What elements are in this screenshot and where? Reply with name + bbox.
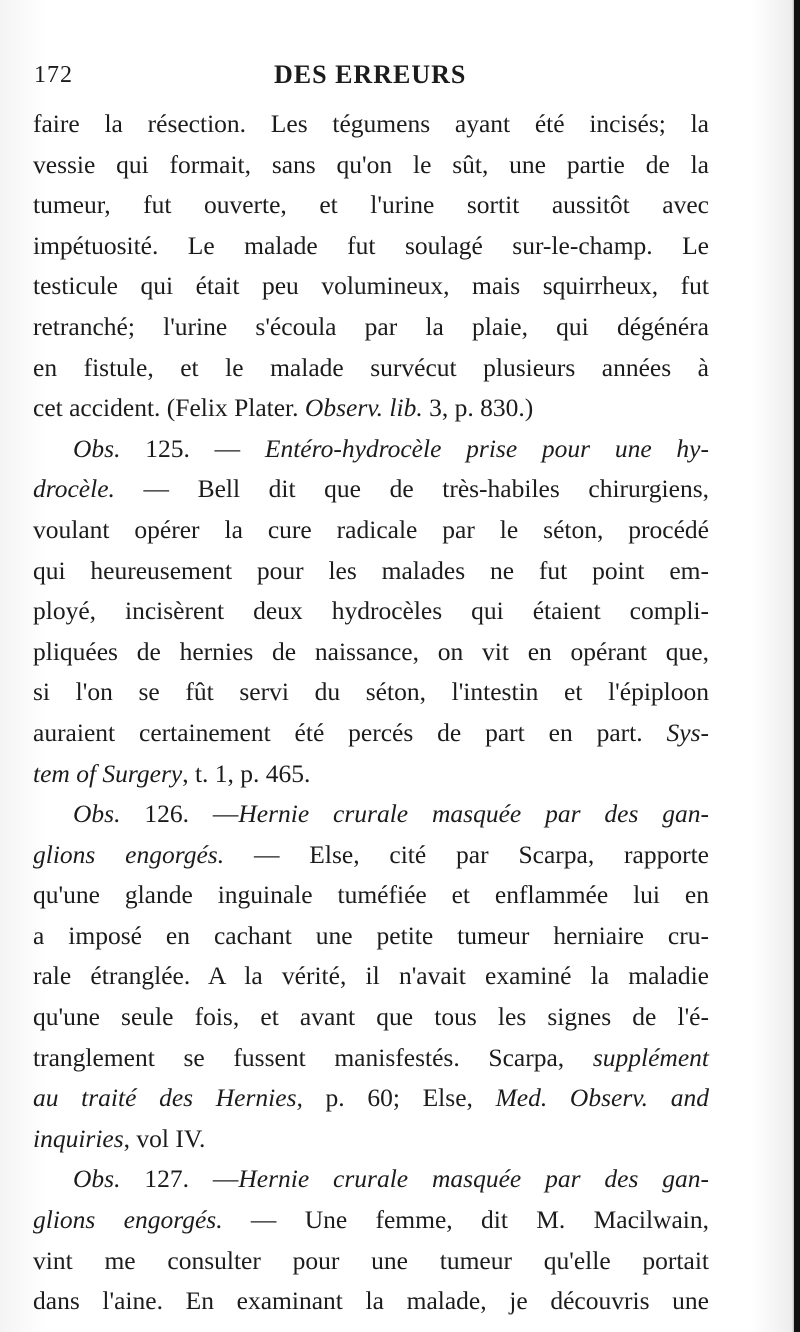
text-segment: tumeur, fut ouverte, et l'urine sortit aussitôt avec bbox=[33, 190, 709, 220]
italic-text: Sys- bbox=[666, 717, 709, 747]
italic-text: glions engorgés. bbox=[33, 839, 225, 869]
text-segment: en fistule, et le malade survécut plusieurs années à bbox=[33, 352, 709, 382]
italic-text: Hernie crurale masquée par des gan- bbox=[238, 799, 710, 829]
text-segment: cet accident. (Felix Plater. bbox=[33, 393, 305, 423]
text-line bbox=[33, 226, 709, 267]
text-segment: — Else, cité par Scarpa, rapporte bbox=[224, 839, 709, 869]
text-line bbox=[33, 672, 709, 713]
text-line bbox=[33, 916, 709, 957]
text-segment: vessie qui formait, sans qu'on le sût, une partie de la bbox=[33, 149, 709, 179]
italic-text: supplément bbox=[592, 1042, 709, 1072]
text-segment: tranglement se fussent manisfestés. Scarpa, bbox=[33, 1042, 593, 1072]
text-line bbox=[33, 1038, 709, 1079]
italic-text: Hernie crurale masquée par des gan- bbox=[238, 1164, 710, 1194]
text-line bbox=[33, 1281, 709, 1322]
text-line bbox=[33, 307, 709, 348]
text-line bbox=[33, 388, 709, 429]
text-segment: rale étranglée. A la vérité, il n'avait examiné la maladie bbox=[33, 961, 709, 991]
text-line bbox=[33, 145, 709, 186]
text-segment: a imposé en cachant une petite tumeur herniaire cru- bbox=[33, 920, 709, 950]
italic-text: Obs. bbox=[73, 433, 121, 463]
text-segment: testicule qui était peu volumineux, mais squirrheux, fut bbox=[33, 271, 709, 301]
text-segment: faire la résection. Les tégumens ayant été incisés; la bbox=[33, 109, 709, 138]
text-segment: impétuosité. Le malade fut soulagé sur-le-champ. Le bbox=[33, 230, 709, 260]
text-segment: voulant opérer la cure radicale par le séton, procédé bbox=[33, 514, 709, 544]
text-segment: pliquées de hernies de naissance, on vit en opérant que, bbox=[33, 636, 709, 666]
text-segment: — Bell dit que de très-habiles chirurgiens, bbox=[114, 474, 709, 504]
text-line bbox=[33, 1119, 709, 1160]
text-line bbox=[33, 185, 709, 226]
text-segment: vint me consulter pour une tumeur qu'elle portait bbox=[33, 1245, 709, 1275]
text-segment: 126. — bbox=[120, 799, 239, 829]
body-text bbox=[33, 104, 709, 1322]
text-segment: p. 60; Else, bbox=[302, 1083, 496, 1113]
text-line bbox=[33, 1200, 709, 1241]
text-line bbox=[33, 794, 709, 835]
italic-text: Obs. bbox=[73, 1164, 121, 1194]
text-line bbox=[33, 754, 709, 795]
text-segment: , t. 1, p. 465. bbox=[182, 758, 311, 788]
italic-text: drocèle. bbox=[33, 474, 115, 504]
text-line bbox=[33, 104, 709, 145]
italic-text: Observ. lib. bbox=[304, 393, 423, 423]
text-line bbox=[33, 835, 709, 876]
text-line bbox=[33, 1241, 709, 1282]
text-line bbox=[33, 632, 709, 673]
italic-text: glions engorgés. bbox=[33, 1205, 223, 1235]
text-line bbox=[33, 469, 709, 510]
running-title: DES ERREURS bbox=[274, 60, 467, 89]
text-line bbox=[33, 1159, 709, 1200]
text-line bbox=[33, 429, 709, 470]
text-segment: si l'on se fût servi du séton, l'intestin et l'épiploon bbox=[33, 677, 709, 707]
text-line bbox=[33, 713, 709, 754]
italic-text: au traité des Hernies, bbox=[33, 1083, 303, 1113]
page-header bbox=[34, 58, 714, 98]
page-number: 172 bbox=[34, 62, 73, 88]
text-line bbox=[33, 348, 709, 389]
text-line bbox=[33, 1078, 709, 1119]
text-segment: dans l'aine. En examinant la malade, je découvris une bbox=[33, 1286, 709, 1316]
text-segment: auraient certainement été percés de part en part. bbox=[33, 717, 667, 747]
text-segment: 3, p. 830.) bbox=[422, 393, 534, 423]
italic-text: Med. Observ. and bbox=[495, 1083, 709, 1113]
text-line bbox=[33, 510, 709, 551]
text-line bbox=[33, 997, 709, 1038]
text-segment: qu'une glande inguinale tuméfiée et enflammée lui en bbox=[33, 880, 709, 910]
text-line bbox=[33, 875, 709, 916]
text-segment: qu'une seule fois, et avant que tous les signes de l'é- bbox=[33, 1002, 709, 1032]
text-line bbox=[33, 591, 709, 632]
text-line bbox=[33, 956, 709, 997]
text-segment: 127. — bbox=[120, 1164, 239, 1194]
italic-text: Obs. bbox=[73, 799, 121, 829]
italic-text: Entéro-hydrocèle prise pour une hy- bbox=[264, 433, 709, 463]
text-line bbox=[33, 551, 709, 592]
italic-text: inquiries bbox=[33, 1123, 124, 1153]
italic-text: tem of Surgery bbox=[33, 758, 183, 788]
text-segment: retranché; l'urine s'écoula par la plaie, qui dégénéra bbox=[33, 311, 709, 341]
page-edge-shadow bbox=[794, 0, 800, 1332]
text-segment: , vol IV. bbox=[123, 1123, 206, 1153]
text-segment: ployé, incisèrent deux hydrocèles qui étaient compli- bbox=[33, 596, 709, 626]
text-segment: — Une femme, dit M. Macilwain, bbox=[222, 1205, 709, 1235]
text-line bbox=[33, 266, 709, 307]
text-segment: 125. — bbox=[120, 433, 265, 463]
text-segment: qui heureusement pour les malades ne fut point em- bbox=[33, 555, 709, 585]
